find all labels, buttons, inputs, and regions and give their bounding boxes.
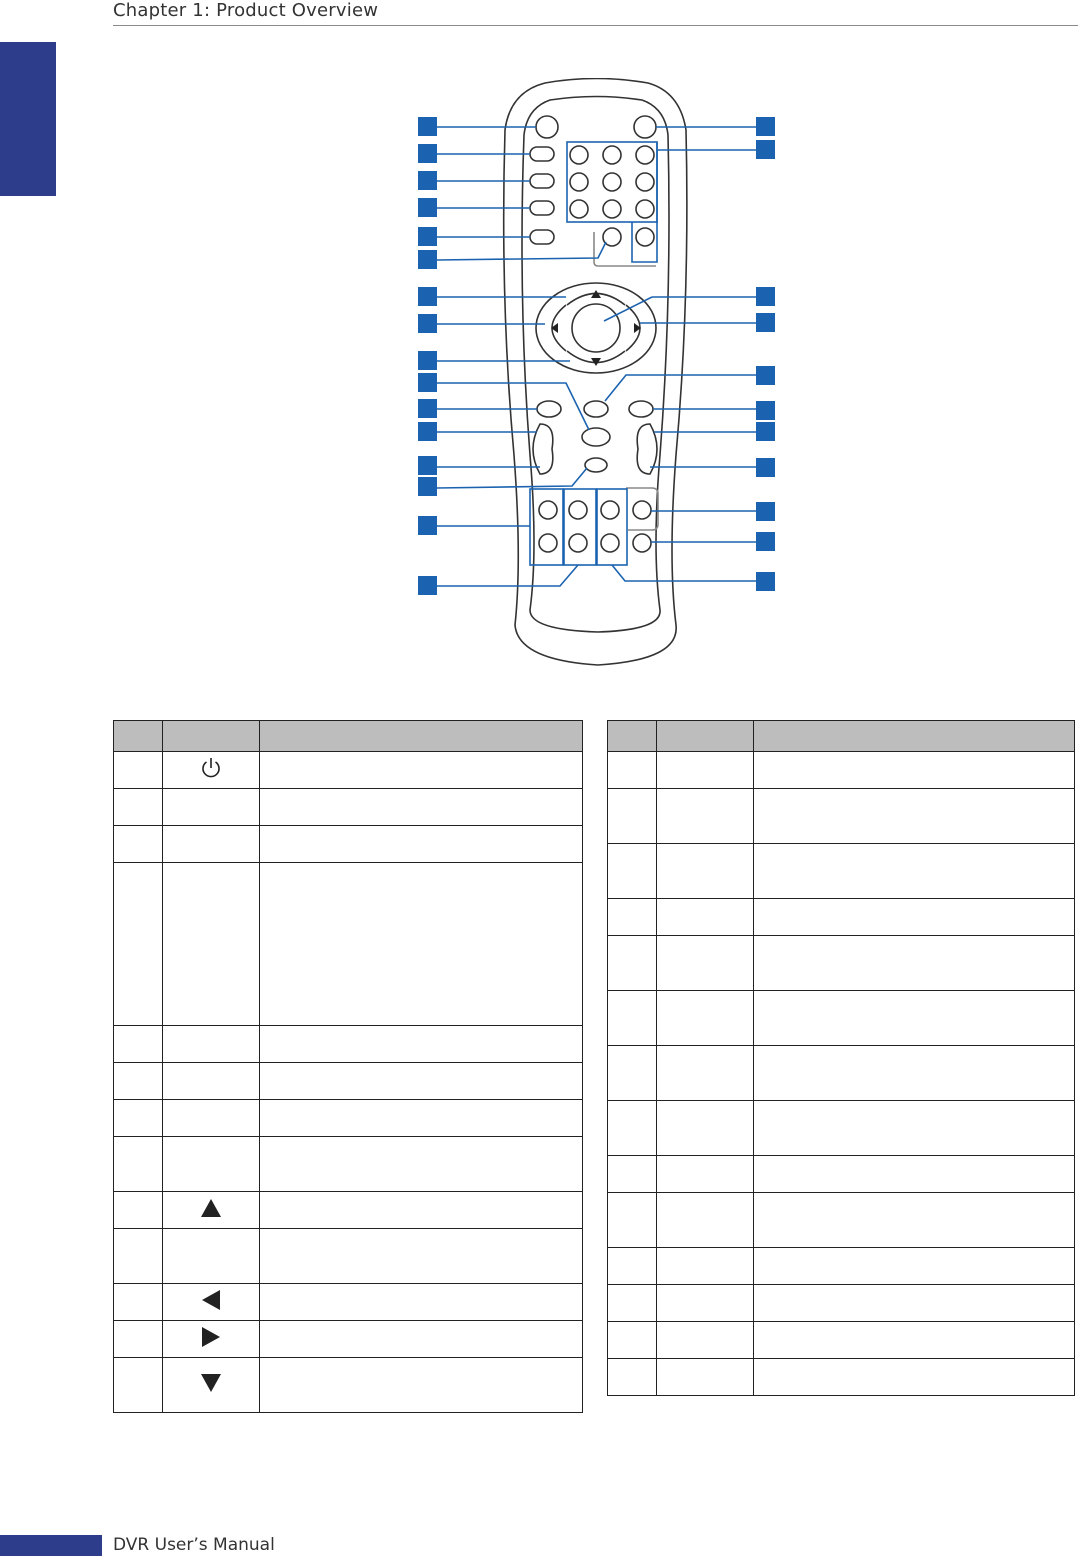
table-row	[608, 844, 1075, 899]
table-row	[608, 752, 1075, 789]
description-cell	[754, 1101, 1075, 1156]
header-cell	[114, 721, 163, 752]
symbol-cell	[657, 1156, 754, 1193]
table-row	[114, 1229, 583, 1284]
description-cell	[260, 1192, 583, 1229]
symbol-cell	[657, 1322, 754, 1359]
row-number-cell	[114, 1229, 163, 1284]
description-cell	[260, 826, 583, 863]
row-number-cell	[114, 826, 163, 863]
symbol-cell	[163, 863, 260, 1026]
description-cell	[260, 789, 583, 826]
row-number-cell	[114, 1358, 163, 1413]
description-cell	[754, 789, 1075, 844]
description-cell	[754, 1156, 1075, 1193]
power-icon	[200, 756, 222, 780]
row-number-cell	[114, 1284, 163, 1321]
table-row	[114, 1321, 583, 1358]
table-row	[608, 1101, 1075, 1156]
table-row	[608, 991, 1075, 1046]
description-cell	[754, 1285, 1075, 1322]
table-row	[114, 826, 583, 863]
row-number-cell	[114, 1192, 163, 1229]
symbol-cell	[657, 936, 754, 991]
row-number-cell	[114, 1321, 163, 1358]
page-footer-title: DVR User’s Manual	[113, 1535, 275, 1555]
row-number-cell	[608, 844, 657, 899]
table-row	[608, 899, 1075, 936]
row-number-cell	[608, 1285, 657, 1322]
description-cell	[754, 899, 1075, 936]
description-cell	[754, 1046, 1075, 1101]
header-cell	[754, 721, 1075, 752]
description-cell	[754, 1248, 1075, 1285]
table-row	[608, 789, 1075, 844]
table-row	[608, 1193, 1075, 1248]
description-cell	[754, 844, 1075, 899]
row-number-cell	[608, 1193, 657, 1248]
table-row	[608, 1285, 1075, 1322]
symbol-cell	[657, 899, 754, 936]
table-row	[608, 1359, 1075, 1396]
row-number-cell	[114, 789, 163, 826]
description-cell	[260, 1100, 583, 1137]
header-cell	[163, 721, 260, 752]
symbol-cell	[657, 1248, 754, 1285]
row-number-cell	[608, 752, 657, 789]
row-number-cell	[608, 1046, 657, 1101]
arrow-up-icon	[200, 1198, 222, 1218]
symbol-cell	[657, 844, 754, 899]
description-cell	[260, 1321, 583, 1358]
symbol-cell	[163, 1100, 260, 1137]
symbol-cell	[163, 1063, 260, 1100]
table-row	[114, 1100, 583, 1137]
row-number-cell	[114, 1100, 163, 1137]
symbol-cell	[657, 1101, 754, 1156]
table-row	[114, 752, 583, 789]
table-row	[608, 1156, 1075, 1193]
symbol-cell	[657, 1285, 754, 1322]
symbol-cell	[657, 1359, 754, 1396]
table-header-row	[114, 721, 583, 752]
description-cell	[260, 1063, 583, 1100]
arrow-left-icon	[201, 1289, 221, 1311]
table-row	[608, 1322, 1075, 1359]
description-cell	[754, 991, 1075, 1046]
row-number-cell	[608, 1359, 657, 1396]
table-row	[114, 1063, 583, 1100]
symbol-cell	[657, 1193, 754, 1248]
symbol-cell	[657, 789, 754, 844]
symbol-cell	[163, 1321, 260, 1358]
row-number-cell	[608, 991, 657, 1046]
description-cell	[754, 936, 1075, 991]
description-cell	[754, 1359, 1075, 1396]
row-number-cell	[608, 899, 657, 936]
symbol-cell	[163, 826, 260, 863]
symbol-cell	[657, 1046, 754, 1101]
description-cell	[260, 863, 583, 1026]
description-cell	[260, 1137, 583, 1192]
symbol-cell	[163, 789, 260, 826]
remote-buttons-table-right	[607, 720, 1075, 1396]
symbol-cell	[163, 1192, 260, 1229]
table-row	[114, 863, 583, 1026]
description-cell	[260, 1229, 583, 1284]
arrow-down-icon	[200, 1373, 222, 1393]
description-cell	[260, 752, 583, 789]
symbol-cell	[163, 752, 260, 789]
symbol-cell	[657, 752, 754, 789]
symbol-cell	[163, 1284, 260, 1321]
symbol-cell	[163, 1358, 260, 1413]
row-number-cell	[608, 1101, 657, 1156]
table-row	[114, 1358, 583, 1413]
description-cell	[260, 1284, 583, 1321]
row-number-cell	[114, 752, 163, 789]
description-cell	[260, 1026, 583, 1063]
table-row	[114, 1284, 583, 1321]
row-number-cell	[608, 1248, 657, 1285]
symbol-cell	[163, 1026, 260, 1063]
symbol-cell	[163, 1137, 260, 1192]
arrow-right-icon	[201, 1326, 221, 1348]
table-row	[114, 1137, 583, 1192]
symbol-cell	[163, 1229, 260, 1284]
description-cell	[260, 1358, 583, 1413]
chapter-side-tab	[0, 42, 56, 196]
table-header-row	[608, 721, 1075, 752]
header-divider	[113, 25, 1078, 26]
row-number-cell	[608, 789, 657, 844]
table-row	[114, 1026, 583, 1063]
row-number-cell	[114, 1137, 163, 1192]
row-number-cell	[608, 1322, 657, 1359]
footer-accent-bar	[0, 1535, 102, 1556]
description-cell	[754, 1193, 1075, 1248]
row-number-cell	[608, 1156, 657, 1193]
table-row	[608, 936, 1075, 991]
remote-control-diagram	[400, 78, 790, 673]
remote-buttons-table-left	[113, 720, 583, 1413]
table-row	[608, 1248, 1075, 1285]
row-number-cell	[114, 1063, 163, 1100]
table-row	[608, 1046, 1075, 1101]
header-cell	[657, 721, 754, 752]
table-row	[114, 1192, 583, 1229]
row-number-cell	[114, 863, 163, 1026]
row-number-cell	[114, 1026, 163, 1063]
row-number-cell	[608, 936, 657, 991]
description-cell	[754, 1322, 1075, 1359]
symbol-cell	[657, 991, 754, 1046]
table-row	[114, 789, 583, 826]
page-header-title: Chapter 1: Product Overview	[113, 0, 379, 21]
description-cell	[754, 752, 1075, 789]
header-cell	[260, 721, 583, 752]
header-cell	[608, 721, 657, 752]
